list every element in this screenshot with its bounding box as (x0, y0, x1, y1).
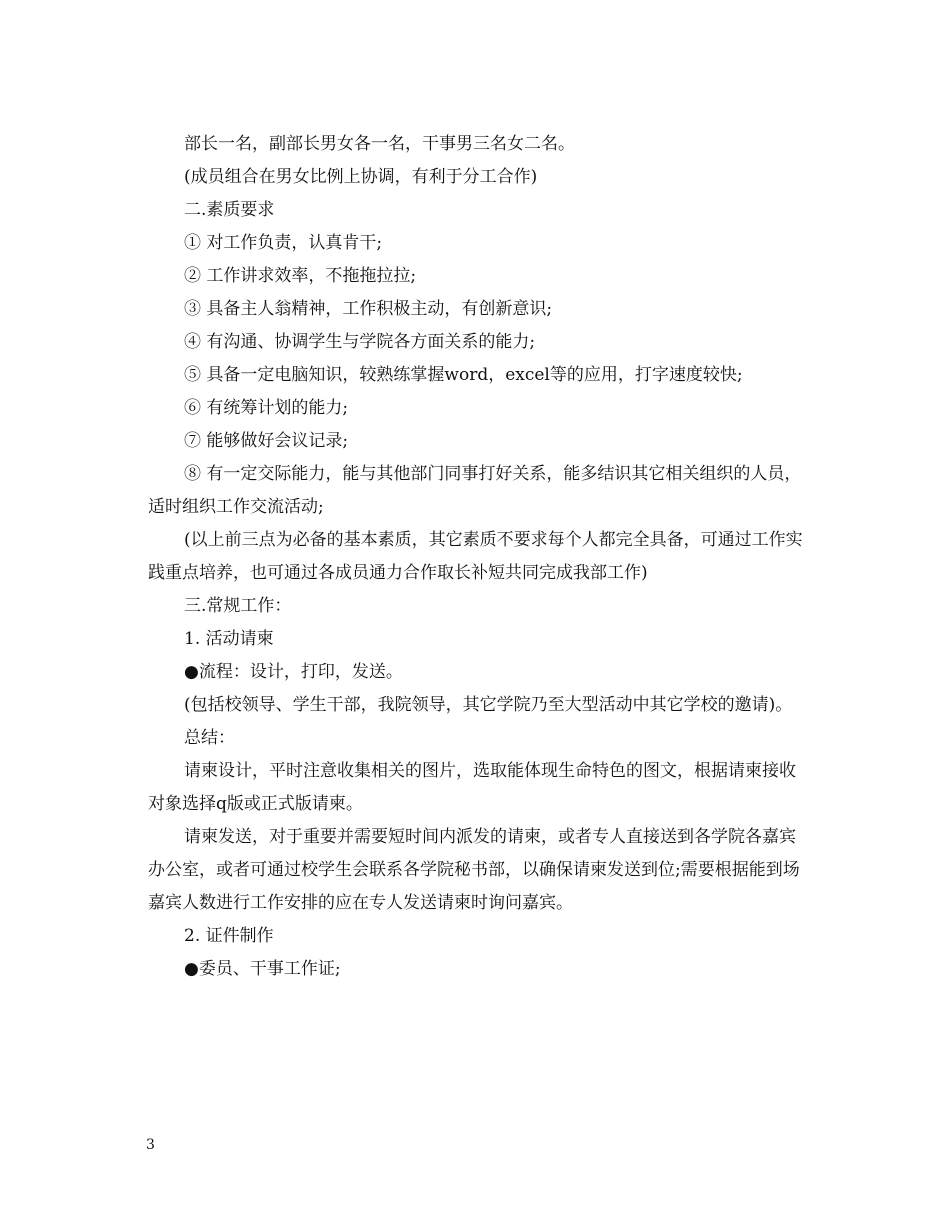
subsection-heading: 1. 活动请柬 (184, 629, 274, 649)
list-item: ⑤ 具备一定电脑知识，较熟练掌握word，excel等的应用，打字速度较快; (184, 365, 743, 385)
paragraph: (以上前三点为必备的基本素质，其它素质不要求每个人都完全具备，可通过工作实践重点培养，也可通过各成员通力合作取长补短共同完成我部工作) (148, 530, 803, 583)
list-item: ② 工作讲求效率，不拖拖拉拉; (184, 266, 417, 286)
paragraph: 部长一名，副部长男女各一名，干事男三名女二名。 (184, 134, 575, 154)
list-item: ⑥ 有统筹计划的能力; (184, 398, 349, 418)
bullet-item: ●委员、干事工作证; (184, 959, 341, 979)
paragraph: 请柬设计，平时注意收集相关的图片，选取能体现生命特色的图文，根据请柬接收对象选择q版或正式版请柬。 (148, 761, 796, 814)
list-item: ④ 有沟通、协调学生与学院各方面关系的能力; (184, 332, 536, 352)
list-item: ⑧ 有一定交际能力，能与其他部门同事打好关系，能多结识其它相关组织的人员，适时组织工作交流活动; (148, 464, 802, 517)
paragraph: (成员组合在男女比例上协调，有利于分工合作) (184, 167, 538, 187)
section-heading: 二.素质要求 (184, 200, 275, 220)
list-item: ① 对工作负责，认真肯干; (184, 233, 383, 253)
list-item: ③ 具备主人翁精神，工作积极主动，有创新意识; (184, 299, 553, 319)
paragraph: 总结： (184, 728, 235, 748)
list-item: ⑦ 能够做好会议记录; (184, 431, 349, 451)
bullet-item: ●流程：设计，打印，发送。 (184, 662, 403, 682)
section-heading: 三.常规工作： (184, 596, 292, 616)
document-body (148, 128, 808, 986)
page-number: 3 (146, 1137, 155, 1153)
paragraph: 请柬发送，对于重要并需要短时间内派发的请柬，或者专人直接送到各学院各嘉宾办公室，或者可通过校学生会联系各学院秘书部，以确保请柬发送到位;需要根据能到场嘉宾人数进行工作安排的应在专人发送请柬时询问嘉宾。 (148, 827, 800, 913)
subsection-heading: 2. 证件制作 (184, 926, 274, 946)
paragraph: (包括校领导、学生干部，我院领导，其它学院乃至大型活动中其它学校的邀请)。 (184, 695, 793, 715)
